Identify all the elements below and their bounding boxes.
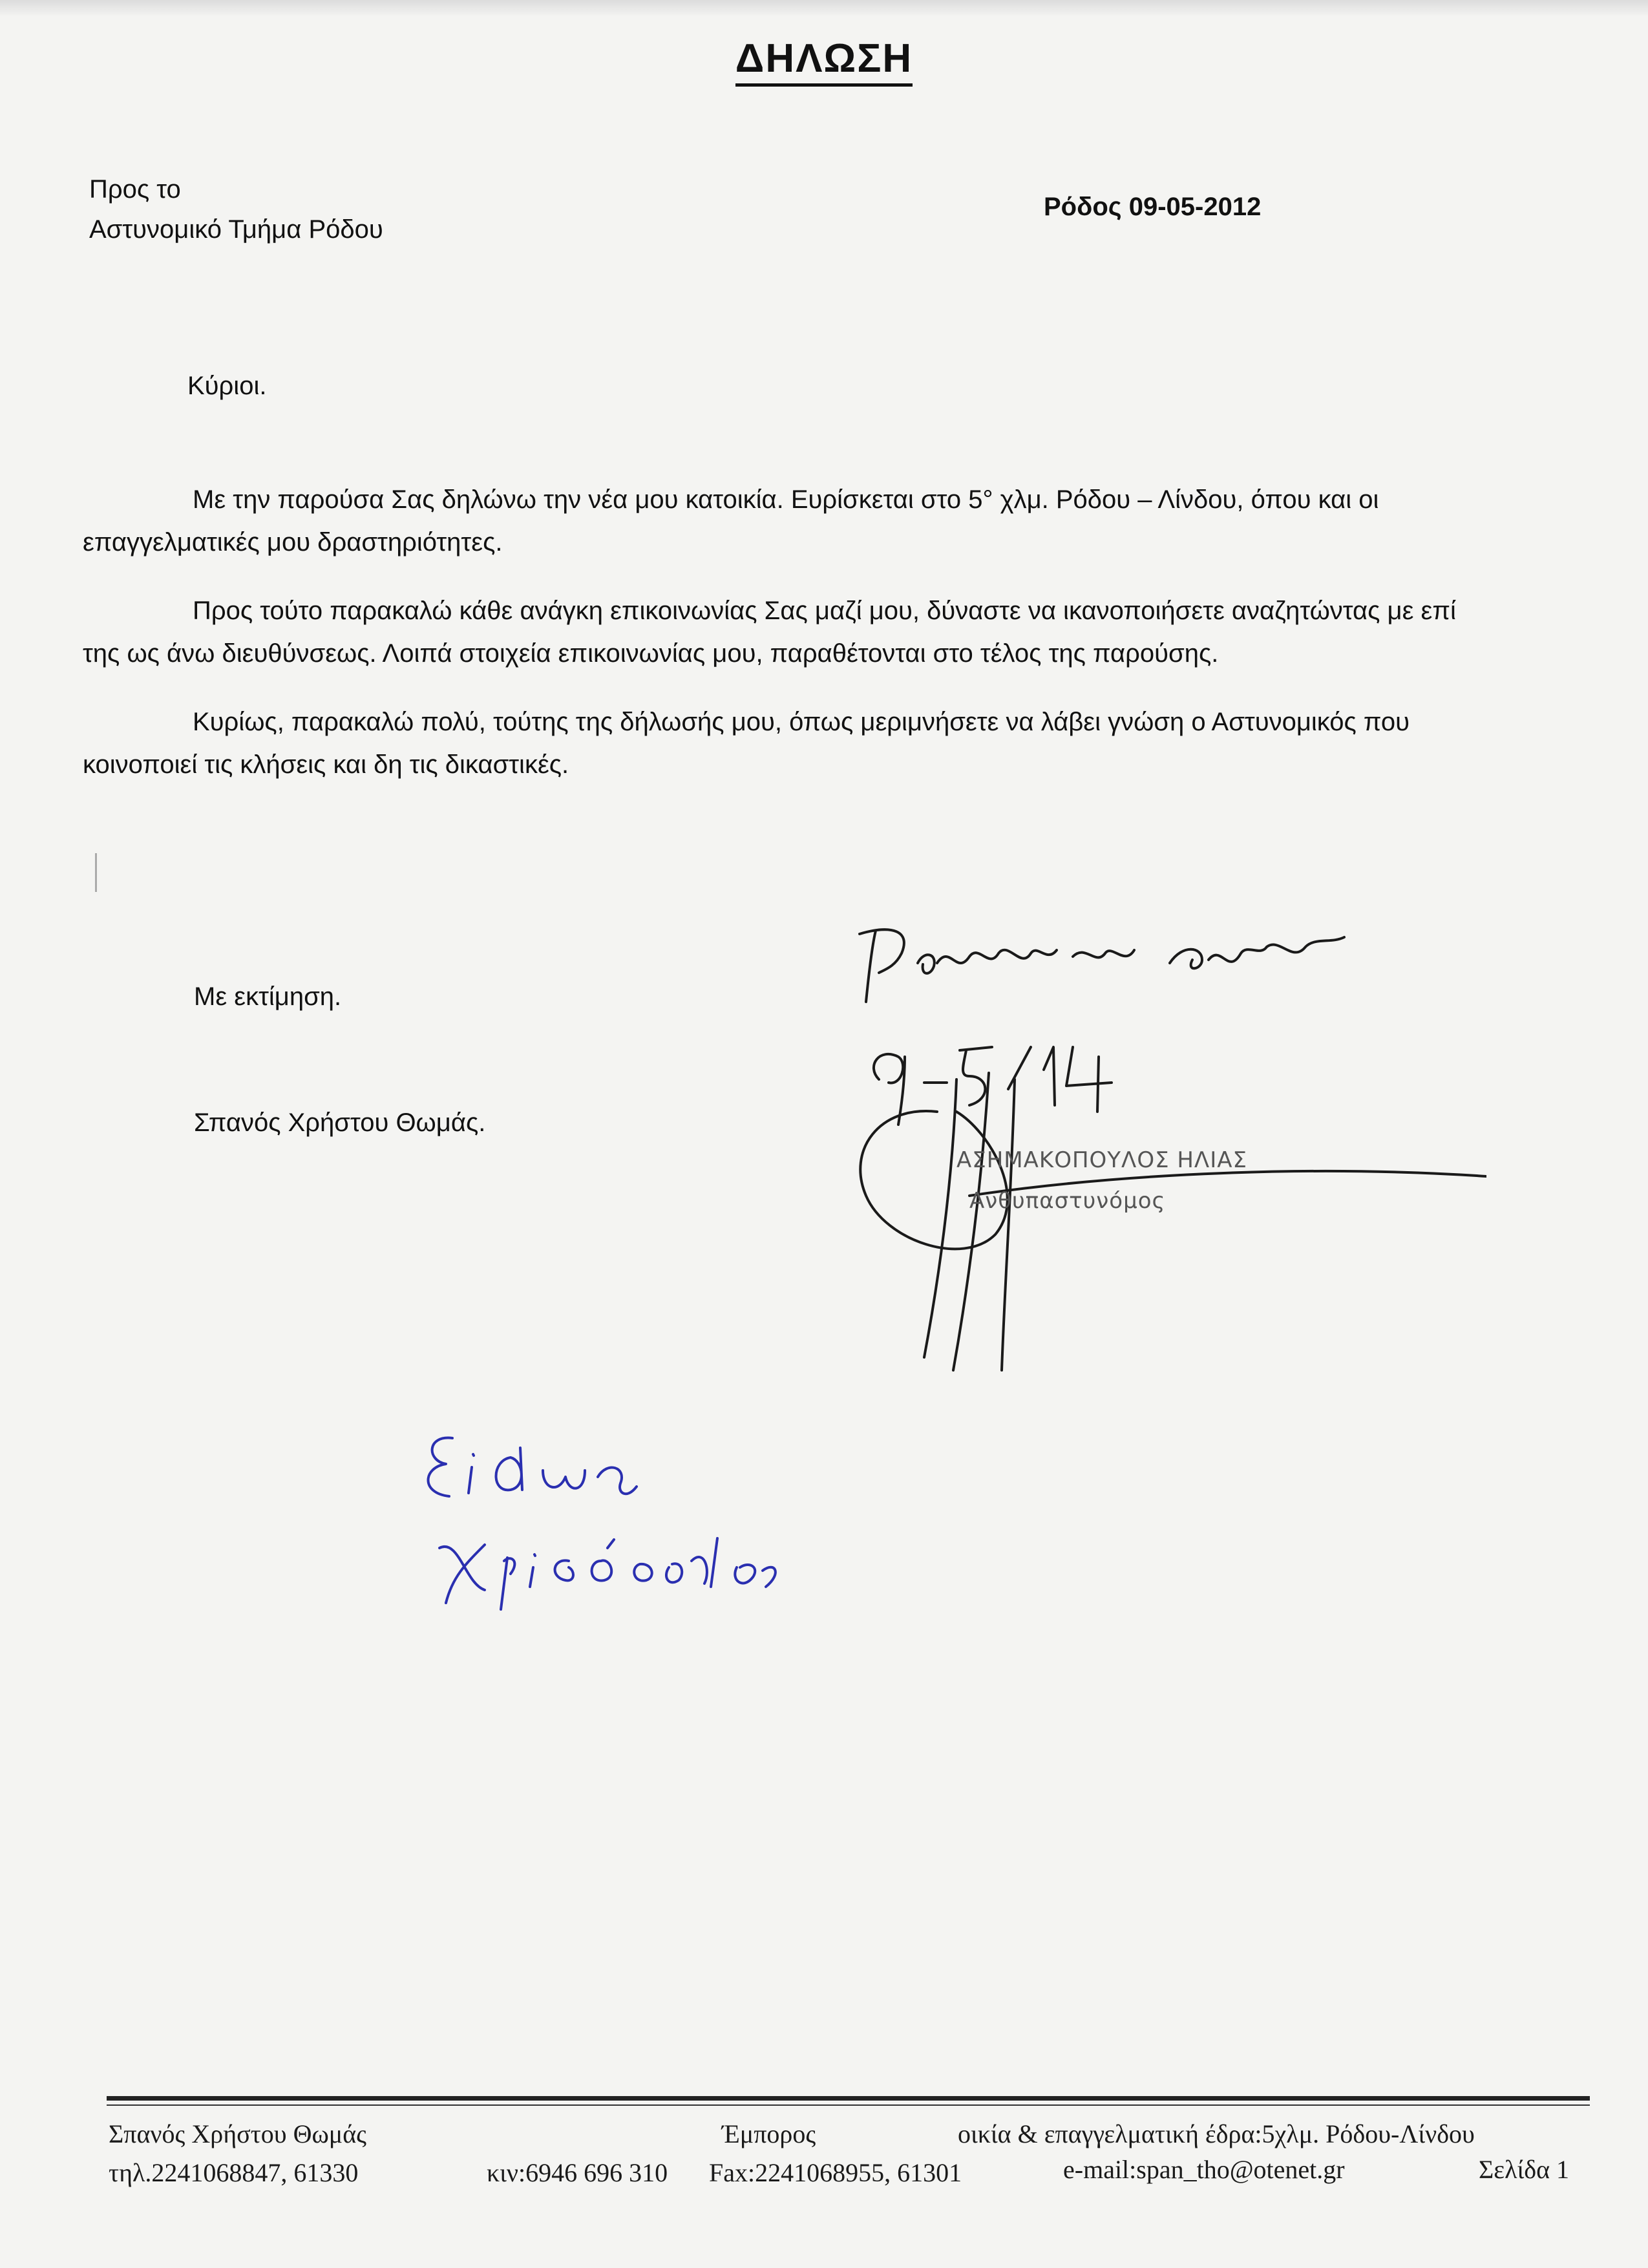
handwriting-stroke-1 xyxy=(860,929,904,1002)
recipient-line-1: Προς το xyxy=(89,175,181,204)
note-letter-o2 xyxy=(666,1563,682,1582)
footer-email: e-mail:span_tho@otenet.gr xyxy=(1063,2155,1345,2184)
handwriting-stroke-4 xyxy=(1170,937,1344,968)
body-text xyxy=(83,478,1492,812)
footer-profession: Έμπορος xyxy=(722,2119,816,2148)
date-digit-4 xyxy=(1066,1047,1112,1112)
paragraph-1: Με την παρούσα Σας δηλώνω την νέα μου κατοικία. Ευρίσκεται στο 5° χλμ. Ρόδου – Λίνδου, όπου και οι επαγγελματικές μου δραστηριότητες. xyxy=(83,485,1379,556)
stamp-officer-name: ΑΣΗΜΑΚΟΠΟΥΛΟΣ ΗΛΙΑΣ xyxy=(956,1147,1247,1173)
handwriting-stroke-2 xyxy=(918,950,1057,973)
signer-name: Σπανός Χρήστου Θωμάς. xyxy=(194,1108,486,1137)
footer-rule-thin xyxy=(107,2104,1590,2106)
note-letter-l xyxy=(692,1538,717,1587)
document-title xyxy=(0,36,1648,81)
footer-fax: Fax:2241068955, 61301 xyxy=(709,2158,962,2187)
note-letter-p xyxy=(634,1564,651,1581)
footer-rule xyxy=(107,2096,1590,2101)
note-letter-d xyxy=(496,1448,523,1490)
note-letter-i xyxy=(469,1454,474,1493)
signature-stroke-1 xyxy=(924,1079,956,1357)
note-letter-os xyxy=(735,1565,776,1587)
closing: Με εκτίμηση. xyxy=(194,982,342,1011)
scan-top-shadow xyxy=(0,0,1648,17)
note-letter-w xyxy=(543,1470,585,1489)
margin-mark xyxy=(95,853,97,892)
note-letter-X xyxy=(439,1545,485,1603)
blue-handwritten-note xyxy=(414,1422,814,1635)
note-letter-E xyxy=(428,1438,453,1496)
footer-address: οικία & επαγγελματική έδρα:5χλμ. Ρόδου-Λίνδου xyxy=(958,2119,1475,2148)
note-letter-n xyxy=(598,1468,637,1494)
document-title-text: ΔΗΛΩΣΗ xyxy=(735,36,913,87)
signature-stroke-3 xyxy=(1002,1079,1015,1370)
signature-stroke-2 xyxy=(953,1073,989,1370)
stamp-officer-rank: Ανθυπαστυνόμος xyxy=(969,1188,1166,1214)
note-letter-i2 xyxy=(530,1554,535,1587)
note-letter-s xyxy=(555,1560,573,1580)
footer-name: Σπανός Χρήστου Θωμάς xyxy=(109,2119,367,2148)
footer-mobile: κιν:6946 696 310 xyxy=(487,2158,668,2187)
note-letter-r xyxy=(501,1558,514,1609)
place-date: Ρόδος 09-05-2012 xyxy=(1044,193,1262,221)
footer-page-number: Σελίδα 1 xyxy=(1479,2155,1570,2184)
paragraph-3: Κυρίως, παρακαλώ πολύ, τούτης της δήλωσής μου, όπως μεριμνήσετε να λάβει γνώση ο Αστυνομικός που κοινοποιεί τις κλήσεις και δη τις δικαστικές. xyxy=(83,708,1410,779)
handwriting-stroke-3 xyxy=(1073,950,1134,957)
paragraph-2: Προς τούτο παρακαλώ κάθε ανάγκη επικοινωνίας Σας μαζί μου, δύναστε να ικανοποιήσετε αναζητώντας με επί της ως άνω διευθύνσεως. Λοιπά στοιχεία επικοινωνίας μου, παραθέτονται στο τέλος της παρούσης. xyxy=(83,597,1456,668)
salutation: Κύριοι. xyxy=(187,372,267,400)
recipient-block xyxy=(89,169,383,249)
recipient-line-2: Αστυνομικό Τμήμα Ρόδου xyxy=(89,215,383,244)
footer-phone: τηλ.2241068847, 61330 xyxy=(109,2158,359,2187)
note-letter-o xyxy=(592,1540,614,1580)
date-slash xyxy=(1008,1047,1031,1089)
date-digit-1 xyxy=(1044,1047,1055,1105)
